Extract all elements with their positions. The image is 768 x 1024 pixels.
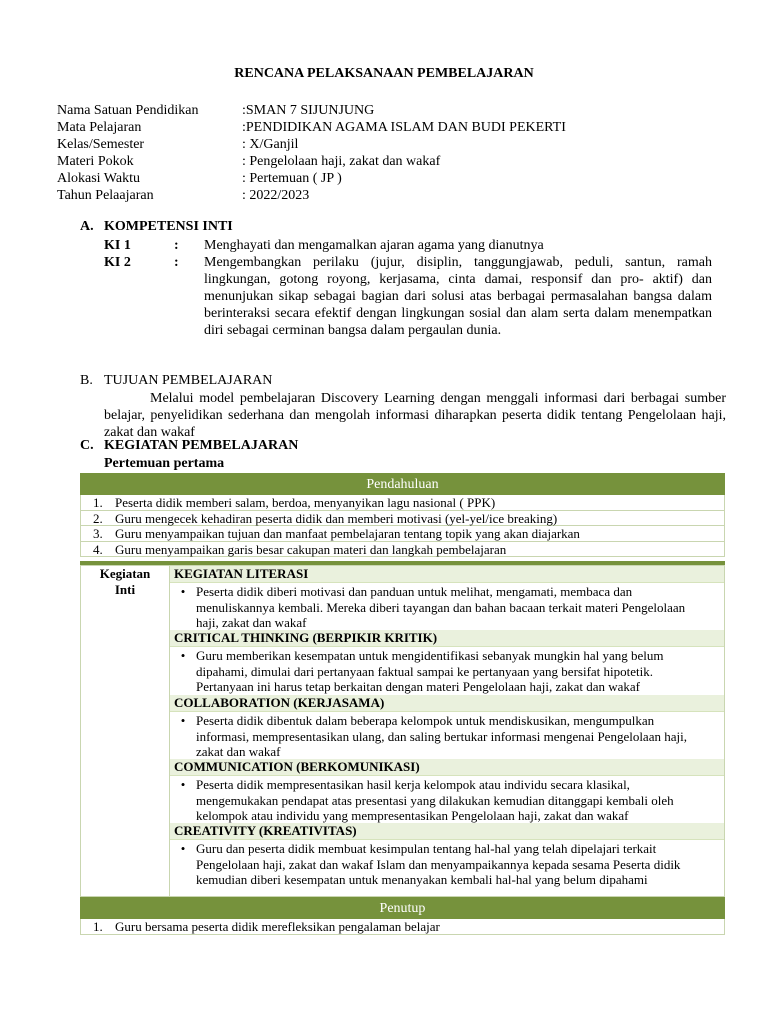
bullet-icon: • [180,584,186,599]
list-item [80,526,725,542]
bullet-icon: • [180,777,186,792]
meta-row [57,102,566,119]
section-title: KOMPETENSI INTI [104,219,233,234]
ki-text: Menghayati dan mengamalkan ajaran agama yang dianutnya [204,238,544,253]
kegiatan-inti-label [81,566,170,896]
meta-label: Materi Pokok [57,154,134,169]
ki-text: Mengembangkan perilaku (jujur, disiplin, tanggungjawab, peduli, santun, ramah lingkungan, gotong royong, kerjasama, cinta damai, responsif dan pro- aktif) dan menunjukan sikap sebagai bagian dari solusi atas berbagai permasalahan bangsa dalam berinteraksi secara efektif dengan lingkungan sosial dan alam serta dalam menempatkan diri sebagai cerminan bangsa dalam pergaulan dunia. [204,255,712,338]
bullet-icon: • [180,841,186,856]
meta-row [57,187,566,204]
meta-value: :SMAN 7 SIJUNJUNG [242,103,375,118]
activity-heading: CRITICAL THINKING (BERPIKIR KRITIK) [170,630,724,647]
activity-item [170,712,724,759]
section-title: KEGIATAN PEMBELAJARAN [104,438,299,453]
meta-value: : 2022/2023 [242,188,310,203]
pendahuluan-table [80,473,725,557]
activity-item [170,647,724,695]
section-letter: C. [80,438,94,453]
meta-label: Alokasi Waktu [57,171,140,186]
list-item [80,511,725,527]
item-text: Peserta didik memberi salam, berdoa, menyanyikan lagu nasional ( PPK) [115,495,496,510]
ki-row [104,237,712,254]
meta-row [57,119,566,136]
ki-colon: : [174,255,179,270]
ki-code: KI 2 [104,255,131,270]
item-number: 3. [93,526,103,541]
activity-item [170,840,724,903]
activity-text: Guru dan peserta didik membuat kesimpulan tentang hal-hal yang telah dipelajari terkait Pengelolaan haji, zakat dan wakaf Islam dan menyampaikannya kepada sesama Peserta didik kemudian diberi kesempatan untuk menanyakan kembali hal-hal yang belum dipahami [196,841,681,887]
penutup-table [80,897,725,935]
bullet-icon: • [180,713,186,728]
list-item [80,919,725,935]
ki-row [104,254,712,339]
meta-label: Nama Satuan Pendidikan [57,103,199,118]
identity-block [57,102,566,204]
item-number: 2. [93,510,103,526]
section-title: TUJUAN PEMBELAJARAN [104,373,273,388]
item-number: 1. [93,495,103,510]
activity-text: Peserta didik dibentuk dalam beberapa kelompok untuk mendiskusikan, mengumpulkan informasi, mempresentasikan ulang, dan saling bertukar informasi mengenai Pengelolaan haji, zakat dan wakaf [196,713,687,759]
item-text: Guru mengecek kehadiran peserta didik dan memberi motivasi (yel-yel/ice breaking) [115,510,558,526]
list-item [80,495,725,511]
item-text: Guru menyampaikan garis besar cakupan materi dan langkah pembelajaran [115,541,507,557]
bullet-icon: • [180,648,186,663]
document-title: RENCANA PELAKSANAAN PEMBELAJARAN [234,66,534,81]
meeting-subtitle: Pertemuan pertama [104,456,225,471]
activity-heading: COMMUNICATION (BERKOMUNIKASI) [170,759,724,776]
label-line: Kegiatan [99,566,151,581]
activity-item [170,776,724,823]
item-text: Guru bersama peserta didik merefleksikan pengalaman belajar [115,919,440,934]
section-heading-kegiatan [80,438,298,454]
ki-colon: : [174,238,179,253]
section-letter: B. [80,373,93,388]
meta-label: Mata Pelajaran [57,120,142,135]
list-item [80,542,725,558]
meta-value: : Pengelolaan haji, zakat dan wakaf [242,154,441,169]
penutup-header: Penutup [80,897,725,919]
activity-item [170,583,724,630]
meta-label: Kelas/Semester [57,137,145,152]
section-letter: A. [80,219,94,234]
section-heading-tujuan [80,373,272,389]
activity-text: Peserta didik mempresentasikan hasil kerja kelompok atau individu secara klasikal, mengemukakan pendapat atas presentasi yang dilakukan kemudian ditanggapi kembali oleh kelompok atau individu yang mempresentasikan Pengelolaan haji, zakat dan wakaf [196,777,674,823]
meta-value: : X/Ganjil [242,137,299,152]
tujuan-paragraph: Melalui model pembelajaran Discovery Learning dengan menggali informasi dari berbagai sumber belajar, penyelidikan sederhana dan mengolah informasi diharapkan peserta didik tentang Pengelolaan haji, zakat dan wakaf [104,391,726,440]
activity-heading: KEGIATAN LITERASI [170,566,724,583]
pendahuluan-header: Pendahuluan [80,473,725,495]
activity-text: Guru memberikan kesempatan untuk mengidentifikasi sebanyak mungkin hal yang belum dipahami, dimulai dari pertanyaan faktual sampai ke pertanyaan yang bersifat hipotetik. Pertanyaan ini harus tetap berkaitan dengan materi Pengelolaan haji, zakat dan wakaf [196,648,664,694]
activity-heading: CREATIVITY (KREATIVITAS) [170,823,724,840]
activity-text: Peserta didik diberi motivasi dan panduan untuk melihat, mengamati, membaca dan menuliskannya kembali. Mereka diberi tayangan dan bahan bacaan terkait materi Pengelolaan haji, zakat dan wakaf [196,584,686,630]
item-number: 1. [93,919,103,934]
activity-heading: COLLABORATION (KERJASAMA) [170,695,724,712]
label-line: Inti [114,582,136,597]
meta-row [57,170,566,187]
meta-value: : Pertemuan ( JP ) [242,171,342,186]
item-text: Guru menyampaikan tujuan dan manfaat pembelajaran tentang topik yang akan diajarkan [115,526,580,541]
section-heading-kompetensi-inti [80,219,233,235]
kegiatan-inti-body [170,566,724,903]
ki-code: KI 1 [104,238,131,253]
meta-value: :PENDIDIKAN AGAMA ISLAM DAN BUDI PEKERTI [242,120,566,135]
meta-label: Tahun Pelaajaran [57,188,154,203]
kegiatan-inti-table [80,565,725,897]
meta-row [57,153,566,170]
item-number: 4. [93,541,103,557]
meta-row [57,136,566,153]
